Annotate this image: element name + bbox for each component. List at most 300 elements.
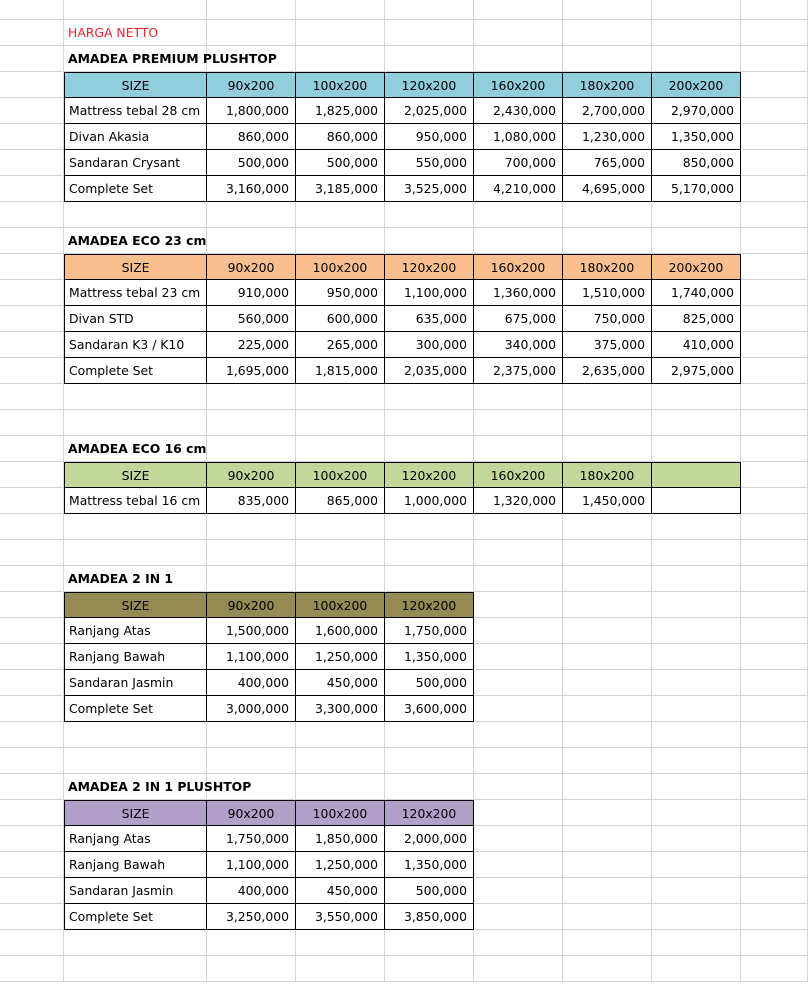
price-cell[interactable]: 1,825,000 xyxy=(296,98,385,124)
cell[interactable] xyxy=(0,436,64,462)
cell[interactable] xyxy=(385,774,474,800)
price-cell[interactable]: 635,000 xyxy=(385,306,474,332)
cell[interactable] xyxy=(207,930,296,956)
cell[interactable] xyxy=(563,228,652,254)
cell[interactable] xyxy=(652,384,741,410)
price-cell[interactable]: 910,000 xyxy=(207,280,296,306)
column-header[interactable]: 90x200 xyxy=(207,800,296,826)
price-cell[interactable]: 1,510,000 xyxy=(563,280,652,306)
cell[interactable] xyxy=(64,410,207,436)
cell[interactable] xyxy=(0,540,64,566)
cell[interactable] xyxy=(0,592,64,618)
column-header[interactable]: 200x200 xyxy=(652,254,741,280)
price-cell[interactable]: 1,230,000 xyxy=(563,124,652,150)
cell[interactable] xyxy=(296,566,385,592)
price-cell[interactable]: 860,000 xyxy=(207,124,296,150)
price-cell[interactable]: 850,000 xyxy=(652,150,741,176)
cell[interactable] xyxy=(563,592,652,618)
cell[interactable] xyxy=(741,20,808,46)
cell[interactable] xyxy=(652,436,741,462)
price-cell[interactable]: 3,600,000 xyxy=(385,696,474,722)
cell[interactable] xyxy=(563,826,652,852)
cell[interactable] xyxy=(652,20,741,46)
price-cell[interactable]: 500,000 xyxy=(385,878,474,904)
price-cell[interactable]: 4,695,000 xyxy=(563,176,652,202)
cell[interactable] xyxy=(64,540,207,566)
cell[interactable] xyxy=(741,0,808,20)
size-header[interactable]: SIZE xyxy=(64,254,207,280)
cell[interactable] xyxy=(741,98,808,124)
row-label[interactable]: Sandaran Jasmin xyxy=(64,670,207,696)
cell[interactable] xyxy=(0,800,64,826)
price-cell[interactable]: 1,750,000 xyxy=(385,618,474,644)
cell[interactable] xyxy=(0,280,64,306)
cell[interactable] xyxy=(563,514,652,540)
cell[interactable] xyxy=(0,904,64,930)
cell[interactable] xyxy=(563,956,652,982)
cell[interactable] xyxy=(385,436,474,462)
price-cell[interactable]: 1,350,000 xyxy=(385,852,474,878)
cell[interactable] xyxy=(296,410,385,436)
price-cell[interactable]: 5,170,000 xyxy=(652,176,741,202)
cell[interactable] xyxy=(741,852,808,878)
cell[interactable] xyxy=(741,202,808,228)
cell[interactable] xyxy=(652,618,741,644)
column-header[interactable]: 200x200 xyxy=(652,72,741,98)
price-cell[interactable]: 1,100,000 xyxy=(207,644,296,670)
cell[interactable] xyxy=(474,904,563,930)
cell[interactable] xyxy=(652,514,741,540)
cell[interactable] xyxy=(385,514,474,540)
cell[interactable] xyxy=(385,410,474,436)
section-title[interactable]: AMADEA ECO 16 cm xyxy=(64,436,207,462)
cell[interactable] xyxy=(652,202,741,228)
column-header[interactable]: 120x200 xyxy=(385,254,474,280)
cell[interactable] xyxy=(741,410,808,436)
cell[interactable] xyxy=(385,228,474,254)
row-label[interactable]: Complete Set xyxy=(64,176,207,202)
row-label[interactable]: Ranjang Atas xyxy=(64,826,207,852)
price-cell[interactable]: 2,035,000 xyxy=(385,358,474,384)
price-cell[interactable]: 1,800,000 xyxy=(207,98,296,124)
cell[interactable] xyxy=(741,618,808,644)
cell[interactable] xyxy=(563,930,652,956)
cell[interactable] xyxy=(563,20,652,46)
cell[interactable] xyxy=(0,696,64,722)
cell[interactable] xyxy=(652,852,741,878)
row-label[interactable]: Sandaran K3 / K10 xyxy=(64,332,207,358)
row-label[interactable]: Mattress tebal 28 cm xyxy=(64,98,207,124)
cell[interactable] xyxy=(0,332,64,358)
column-header[interactable]: 100x200 xyxy=(296,462,385,488)
cell[interactable] xyxy=(741,592,808,618)
price-cell[interactable]: 3,185,000 xyxy=(296,176,385,202)
cell[interactable] xyxy=(474,878,563,904)
cell[interactable] xyxy=(0,462,64,488)
cell[interactable] xyxy=(207,540,296,566)
column-header[interactable]: 180x200 xyxy=(563,254,652,280)
cell[interactable] xyxy=(64,384,207,410)
cell[interactable] xyxy=(652,826,741,852)
cell[interactable] xyxy=(563,46,652,72)
cell[interactable] xyxy=(296,722,385,748)
cell[interactable] xyxy=(474,930,563,956)
cell[interactable] xyxy=(563,618,652,644)
cell[interactable] xyxy=(64,748,207,774)
price-cell[interactable]: 825,000 xyxy=(652,306,741,332)
price-cell[interactable]: 400,000 xyxy=(207,878,296,904)
cell[interactable] xyxy=(0,358,64,384)
cell[interactable] xyxy=(652,540,741,566)
row-label[interactable]: Mattress tebal 16 cm xyxy=(64,488,207,514)
cell[interactable] xyxy=(0,670,64,696)
price-cell[interactable]: 1,080,000 xyxy=(474,124,563,150)
section-title[interactable]: AMADEA ECO 23 cm xyxy=(64,228,207,254)
cell[interactable] xyxy=(741,124,808,150)
cell[interactable] xyxy=(0,644,64,670)
price-cell[interactable]: 1,350,000 xyxy=(385,644,474,670)
cell[interactable] xyxy=(64,722,207,748)
price-cell[interactable]: 835,000 xyxy=(207,488,296,514)
cell[interactable] xyxy=(0,488,64,514)
cell[interactable] xyxy=(563,748,652,774)
cell[interactable] xyxy=(652,566,741,592)
cell[interactable] xyxy=(207,722,296,748)
cell[interactable] xyxy=(0,254,64,280)
row-label[interactable]: Complete Set xyxy=(64,358,207,384)
cell[interactable] xyxy=(652,722,741,748)
cell[interactable] xyxy=(652,774,741,800)
cell[interactable] xyxy=(563,0,652,20)
cell[interactable] xyxy=(64,956,207,982)
column-header[interactable]: 100x200 xyxy=(296,254,385,280)
cell[interactable] xyxy=(385,722,474,748)
harga-netto-label[interactable]: HARGA NETTO xyxy=(64,20,207,46)
cell[interactable] xyxy=(741,332,808,358)
cell[interactable] xyxy=(563,202,652,228)
cell[interactable] xyxy=(741,150,808,176)
cell[interactable] xyxy=(0,20,64,46)
cell[interactable] xyxy=(652,930,741,956)
cell[interactable] xyxy=(652,956,741,982)
cell[interactable] xyxy=(296,436,385,462)
column-header[interactable]: 160x200 xyxy=(474,254,563,280)
size-header[interactable]: SIZE xyxy=(64,592,207,618)
cell[interactable] xyxy=(741,774,808,800)
cell[interactable] xyxy=(207,20,296,46)
cell[interactable] xyxy=(0,514,64,540)
section-title[interactable]: AMADEA 2 IN 1 xyxy=(64,566,207,592)
price-cell[interactable]: 2,430,000 xyxy=(474,98,563,124)
cell[interactable] xyxy=(474,956,563,982)
cell[interactable] xyxy=(741,254,808,280)
cell[interactable] xyxy=(0,722,64,748)
cell[interactable] xyxy=(652,46,741,72)
cell[interactable] xyxy=(474,696,563,722)
cell[interactable] xyxy=(0,774,64,800)
cell[interactable] xyxy=(296,930,385,956)
cell[interactable] xyxy=(563,774,652,800)
cell[interactable] xyxy=(0,124,64,150)
cell[interactable] xyxy=(0,618,64,644)
price-cell[interactable]: 3,000,000 xyxy=(207,696,296,722)
column-header[interactable]: 180x200 xyxy=(563,72,652,98)
cell[interactable] xyxy=(741,540,808,566)
cell[interactable] xyxy=(296,384,385,410)
cell[interactable] xyxy=(0,98,64,124)
cell[interactable] xyxy=(207,384,296,410)
price-cell[interactable]: 300,000 xyxy=(385,332,474,358)
cell[interactable] xyxy=(0,72,64,98)
cell[interactable] xyxy=(0,878,64,904)
column-header[interactable]: 120x200 xyxy=(385,72,474,98)
cell[interactable] xyxy=(652,410,741,436)
cell[interactable] xyxy=(207,436,296,462)
cell[interactable] xyxy=(741,904,808,930)
cell[interactable] xyxy=(474,826,563,852)
cell[interactable] xyxy=(563,852,652,878)
column-header[interactable]: 90x200 xyxy=(207,254,296,280)
cell[interactable] xyxy=(474,202,563,228)
cell[interactable] xyxy=(0,852,64,878)
cell[interactable] xyxy=(652,228,741,254)
cell[interactable] xyxy=(741,670,808,696)
cell[interactable] xyxy=(652,592,741,618)
cell[interactable] xyxy=(563,722,652,748)
cell[interactable] xyxy=(474,46,563,72)
cell[interactable] xyxy=(563,540,652,566)
cell[interactable] xyxy=(474,774,563,800)
price-cell[interactable]: 1,695,000 xyxy=(207,358,296,384)
price-cell[interactable]: 375,000 xyxy=(563,332,652,358)
price-cell[interactable]: 225,000 xyxy=(207,332,296,358)
cell[interactable] xyxy=(741,826,808,852)
cell[interactable] xyxy=(741,514,808,540)
cell[interactable] xyxy=(0,930,64,956)
price-cell[interactable]: 1,360,000 xyxy=(474,280,563,306)
price-cell[interactable]: 700,000 xyxy=(474,150,563,176)
cell[interactable] xyxy=(563,644,652,670)
column-header[interactable]: 160x200 xyxy=(474,72,563,98)
price-cell[interactable]: 1,600,000 xyxy=(296,618,385,644)
price-cell[interactable]: 2,975,000 xyxy=(652,358,741,384)
cell[interactable] xyxy=(385,384,474,410)
price-cell[interactable]: 750,000 xyxy=(563,306,652,332)
price-cell[interactable]: 1,100,000 xyxy=(207,852,296,878)
cell[interactable] xyxy=(207,566,296,592)
price-cell[interactable]: 500,000 xyxy=(385,670,474,696)
column-header[interactable]: 90x200 xyxy=(207,72,296,98)
cell[interactable] xyxy=(296,774,385,800)
cell[interactable] xyxy=(563,800,652,826)
cell[interactable] xyxy=(741,436,808,462)
cell[interactable] xyxy=(474,384,563,410)
cell[interactable] xyxy=(563,696,652,722)
price-cell[interactable]: 3,525,000 xyxy=(385,176,474,202)
cell[interactable] xyxy=(385,956,474,982)
cell[interactable] xyxy=(741,228,808,254)
cell[interactable] xyxy=(474,540,563,566)
cell[interactable] xyxy=(0,228,64,254)
cell[interactable] xyxy=(207,410,296,436)
price-cell[interactable]: 2,025,000 xyxy=(385,98,474,124)
price-cell[interactable]: 340,000 xyxy=(474,332,563,358)
cell[interactable] xyxy=(741,644,808,670)
cell[interactable] xyxy=(64,0,207,20)
cell[interactable] xyxy=(207,228,296,254)
cell[interactable] xyxy=(474,800,563,826)
cell[interactable] xyxy=(741,358,808,384)
cell[interactable] xyxy=(296,46,385,72)
price-cell[interactable]: 500,000 xyxy=(207,150,296,176)
cell[interactable] xyxy=(385,46,474,72)
cell[interactable] xyxy=(652,878,741,904)
column-header[interactable]: 160x200 xyxy=(474,462,563,488)
price-cell[interactable]: 2,635,000 xyxy=(563,358,652,384)
cell[interactable] xyxy=(474,592,563,618)
cell[interactable] xyxy=(741,488,808,514)
column-header[interactable]: 120x200 xyxy=(385,592,474,618)
cell[interactable] xyxy=(652,904,741,930)
cell[interactable] xyxy=(741,462,808,488)
price-cell[interactable]: 3,550,000 xyxy=(296,904,385,930)
cell[interactable] xyxy=(741,930,808,956)
cell[interactable] xyxy=(64,514,207,540)
price-cell[interactable]: 950,000 xyxy=(296,280,385,306)
cell[interactable] xyxy=(296,748,385,774)
cell[interactable] xyxy=(385,930,474,956)
column-header[interactable]: 180x200 xyxy=(563,462,652,488)
cell[interactable] xyxy=(0,748,64,774)
price-cell[interactable]: 2,375,000 xyxy=(474,358,563,384)
cell[interactable] xyxy=(741,696,808,722)
price-cell[interactable]: 600,000 xyxy=(296,306,385,332)
price-cell[interactable]: 450,000 xyxy=(296,878,385,904)
cell[interactable] xyxy=(741,956,808,982)
cell[interactable] xyxy=(0,956,64,982)
size-header[interactable]: SIZE xyxy=(64,462,207,488)
cell[interactable] xyxy=(474,436,563,462)
row-label[interactable]: Divan Akasia xyxy=(64,124,207,150)
cell[interactable] xyxy=(0,176,64,202)
price-cell[interactable]: 1,815,000 xyxy=(296,358,385,384)
cell[interactable] xyxy=(474,514,563,540)
cell[interactable] xyxy=(0,150,64,176)
size-header[interactable]: SIZE xyxy=(64,72,207,98)
cell[interactable] xyxy=(64,930,207,956)
price-cell[interactable]: 450,000 xyxy=(296,670,385,696)
cell[interactable] xyxy=(741,384,808,410)
cell[interactable] xyxy=(385,0,474,20)
cell[interactable] xyxy=(563,410,652,436)
row-label[interactable]: Complete Set xyxy=(64,696,207,722)
cell[interactable] xyxy=(296,514,385,540)
row-label[interactable]: Complete Set xyxy=(64,904,207,930)
cell[interactable] xyxy=(296,228,385,254)
price-cell[interactable]: 1,500,000 xyxy=(207,618,296,644)
cell[interactable] xyxy=(741,748,808,774)
cell[interactable] xyxy=(474,644,563,670)
cell[interactable] xyxy=(563,904,652,930)
price-cell[interactable]: 860,000 xyxy=(296,124,385,150)
cell[interactable] xyxy=(652,0,741,20)
cell[interactable] xyxy=(741,46,808,72)
cell[interactable] xyxy=(474,722,563,748)
cell[interactable] xyxy=(385,748,474,774)
cell[interactable] xyxy=(563,436,652,462)
price-cell[interactable]: 2,700,000 xyxy=(563,98,652,124)
price-cell[interactable]: 3,850,000 xyxy=(385,904,474,930)
cell[interactable] xyxy=(741,566,808,592)
price-cell[interactable]: 400,000 xyxy=(207,670,296,696)
column-header[interactable]: 100x200 xyxy=(296,72,385,98)
row-label[interactable]: Mattress tebal 23 cm xyxy=(64,280,207,306)
price-cell[interactable]: 4,210,000 xyxy=(474,176,563,202)
cell[interactable] xyxy=(741,306,808,332)
cell[interactable] xyxy=(652,644,741,670)
price-cell[interactable]: 1,100,000 xyxy=(385,280,474,306)
column-header[interactable]: 120x200 xyxy=(385,462,474,488)
size-header[interactable]: SIZE xyxy=(64,800,207,826)
cell[interactable] xyxy=(474,0,563,20)
cell[interactable] xyxy=(0,202,64,228)
row-label[interactable]: Ranjang Bawah xyxy=(64,852,207,878)
cell[interactable] xyxy=(474,748,563,774)
cell[interactable] xyxy=(474,618,563,644)
price-cell[interactable]: 765,000 xyxy=(563,150,652,176)
cell[interactable] xyxy=(652,696,741,722)
cell[interactable] xyxy=(474,852,563,878)
price-cell[interactable]: 500,000 xyxy=(296,150,385,176)
cell[interactable] xyxy=(385,566,474,592)
price-cell[interactable]: 1,740,000 xyxy=(652,280,741,306)
price-cell[interactable]: 1,750,000 xyxy=(207,826,296,852)
cell[interactable] xyxy=(563,878,652,904)
section-title[interactable]: AMADEA PREMIUM PLUSHTOP xyxy=(64,46,207,72)
price-cell[interactable]: 1,350,000 xyxy=(652,124,741,150)
price-cell[interactable]: 1,450,000 xyxy=(563,488,652,514)
price-cell[interactable]: 1,250,000 xyxy=(296,852,385,878)
column-header[interactable] xyxy=(652,462,741,488)
cell[interactable] xyxy=(563,670,652,696)
cell[interactable] xyxy=(0,410,64,436)
cell[interactable] xyxy=(652,670,741,696)
cell[interactable] xyxy=(296,0,385,20)
cell[interactable] xyxy=(741,72,808,98)
price-cell[interactable]: 1,850,000 xyxy=(296,826,385,852)
cell[interactable] xyxy=(474,410,563,436)
cell[interactable] xyxy=(0,306,64,332)
cell[interactable] xyxy=(64,202,207,228)
cell[interactable] xyxy=(207,748,296,774)
column-header[interactable]: 90x200 xyxy=(207,592,296,618)
price-cell[interactable]: 1,320,000 xyxy=(474,488,563,514)
cell[interactable] xyxy=(207,0,296,20)
cell[interactable] xyxy=(296,20,385,46)
price-cell[interactable]: 675,000 xyxy=(474,306,563,332)
row-label[interactable]: Sandaran Crysant xyxy=(64,150,207,176)
row-label[interactable]: Ranjang Bawah xyxy=(64,644,207,670)
cell[interactable] xyxy=(474,20,563,46)
row-label[interactable]: Divan STD xyxy=(64,306,207,332)
cell[interactable] xyxy=(741,280,808,306)
cell[interactable] xyxy=(741,176,808,202)
cell[interactable] xyxy=(0,384,64,410)
price-cell[interactable]: 560,000 xyxy=(207,306,296,332)
cell[interactable] xyxy=(207,202,296,228)
cell[interactable] xyxy=(385,202,474,228)
price-cell[interactable]: 410,000 xyxy=(652,332,741,358)
